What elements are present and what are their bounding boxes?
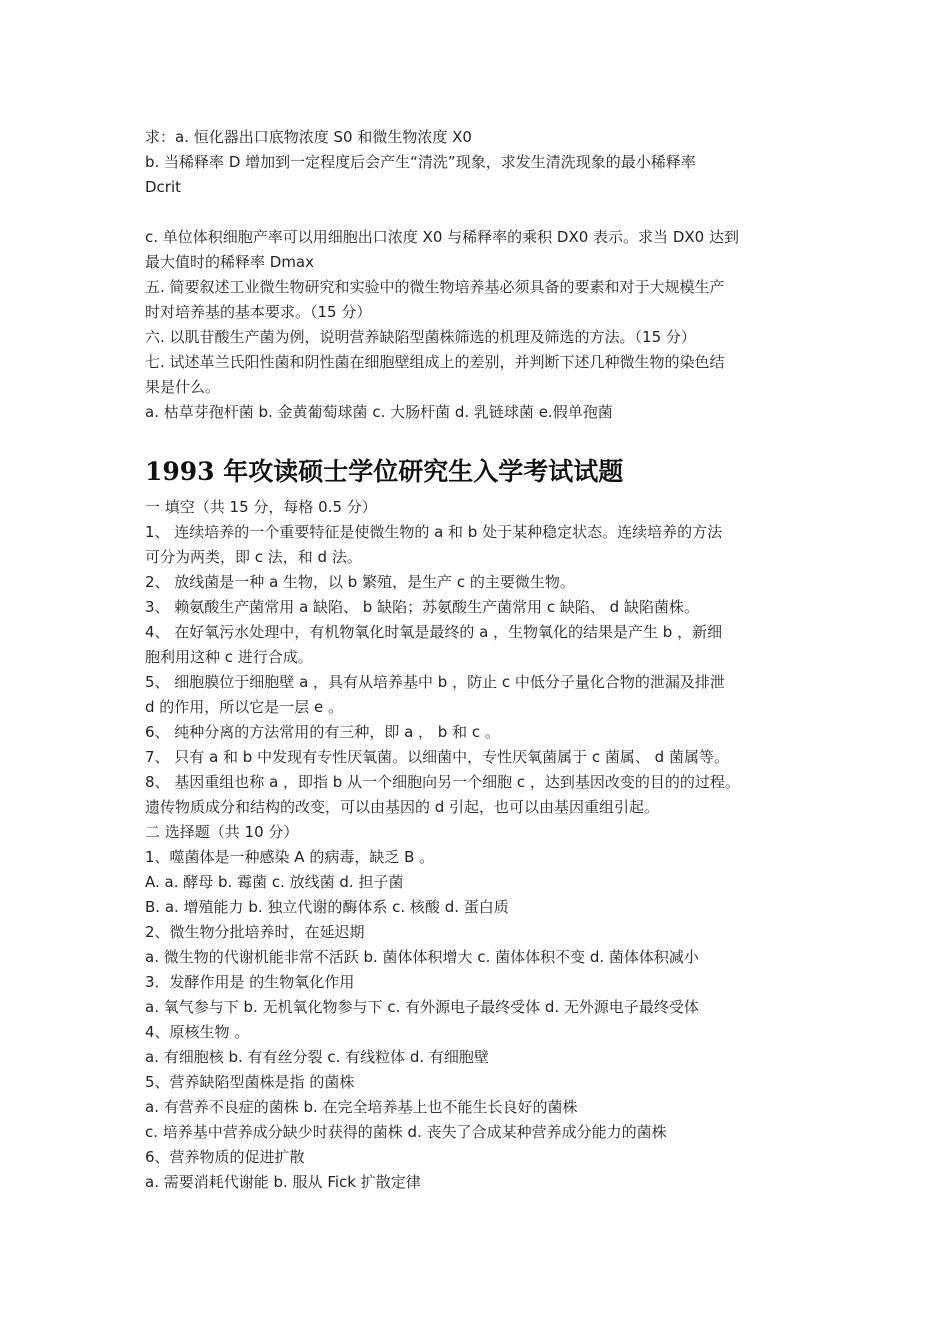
option-line: a. 有营养不良症的菌株 b. 在完全培养基上也不能生长良好的菌株: [145, 1098, 578, 1116]
question-line: 1、 连续培养的一个重要特征是使微生物的 a 和 b 处于某种稳定状态。连续培养的方法: [145, 523, 723, 541]
text-line: c. 单位体积细胞产率可以用细胞出口浓度 X0 与稀释率的乘积 DX0 表示。求当 DX0 达到: [145, 228, 739, 246]
text-line: 五. 简要叙述工业微生物研究和实验中的微生物培养基必须具备的要素和对于大规模生产: [145, 278, 725, 296]
section-heading: 二 选择题（共 10 分）: [145, 823, 299, 841]
exam-questions-section: [145, 495, 825, 1195]
question-line: 8、 基因重组也称 a ，即指 b 从一个细胞向另一个细胞 c ，达到基因改变的目的的过程。: [145, 773, 740, 791]
option-line: a. 需要消耗代谢能 b. 服从 Fick 扩散定律: [145, 1173, 421, 1191]
blank-line: [145, 200, 825, 225]
option-line: a. 氧气参与下 b. 无机氧化物参与下 c. 有外源电子最终受体 d. 无外源电子最终受体: [145, 998, 699, 1016]
option-line: a. 微生物的代谢机能非常不活跃 b. 菌体体积增大 c. 菌体体积不变 d. 菌体体积减小: [145, 948, 699, 966]
text-line: a. 枯草芽孢杆菌 b. 金黄葡萄球菌 c. 大肠杆菌 d. 乳链球菌 e.假单孢菌: [145, 403, 613, 421]
question-line: 4、原核生物 。: [145, 1023, 250, 1041]
text-line: 六. 以肌苷酸生产菌为例，说明营养缺陷型菌株筛选的机理及筛选的方法。（15 分）: [145, 328, 696, 346]
question-line: 1、噬菌体是一种感染 A 的病毒，缺乏 B 。: [145, 848, 435, 866]
question-line: d 的作用，所以它是一层 e 。: [145, 698, 344, 716]
text-line: b. 当稀释率 D 增加到一定程度后会产生“清洗”现象，求发生清洗现象的最小稀释率: [145, 153, 696, 171]
question-line: 遗传物质成分和结构的改变，可以由基因的 d 引起，也可以由基因重组引起。: [145, 798, 660, 816]
exam-title-heading: 1993 年攻读硕士学位研究生入学考试试题: [145, 457, 624, 486]
question-line: 胞利用这种 c 进行合成。: [145, 648, 313, 666]
text-line: Dcrit: [145, 178, 182, 196]
question-line: 3．发酵作用是 的生物氧化作用: [145, 973, 355, 991]
question-line: 可分为两类，即 c 法，和 d 法。: [145, 548, 362, 566]
question-line: 5、 细胞膜位于细胞壁 a ，具有从培养基中 b ，防止 c 中低分子量化合物的泄漏及排泄: [145, 673, 725, 691]
option-line: B. a. 增殖能力 b. 独立代谢的酶体系 c. 核酸 d. 蛋白质: [145, 898, 509, 916]
question-line: 6、营养物质的促进扩散: [145, 1148, 305, 1166]
question-line: 6、 纯种分离的方法常用的有三种，即 a ， b 和 c 。: [145, 723, 500, 741]
text-line: 最大值时的稀释率 Dmax: [145, 253, 314, 271]
option-line: a. 有细胞核 b. 有有丝分裂 c. 有线粒体 d. 有细胞壁: [145, 1048, 489, 1066]
question-line: 4、 在好氧污水处理中，有机物氧化时氧是最终的 a ，生物氧化的结果是产生 b ，新细: [145, 623, 723, 641]
text-line: 七. 试述革兰氏阳性菌和阴性菌在细胞壁组成上的差别，并判断下述几种微生物的染色结: [145, 353, 725, 371]
question-line: 2、 放线菌是一种 a 生物，以 b 繁殖，是生产 c 的主要微生物。: [145, 573, 575, 591]
question-line: 5、营养缺陷型菌株是指 的菌株: [145, 1073, 355, 1091]
continuation-section: [145, 125, 825, 425]
text-line: 果是什么。: [145, 378, 221, 396]
text-line: 求：a. 恒化器出口底物浓度 S0 和微生物浓度 X0: [145, 128, 472, 146]
question-line: 2、微生物分批培养时，在延迟期: [145, 923, 365, 941]
option-line: c. 培养基中营养成分缺少时获得的菌株 d. 丧失了合成某种营养成分能力的菌株: [145, 1123, 667, 1141]
question-line: 3、 赖氨酸生产菌常用 a 缺陷、 b 缺陷；苏氨酸生产菌常用 c 缺陷、 d 缺陷菌株。: [145, 598, 699, 616]
text-line: 时对培养基的基本要求。（15 分）: [145, 303, 372, 321]
question-line: 7、 只有 a 和 b 中发现有专性厌氧菌。以细菌中，专性厌氧菌属于 c 菌属、 d 菌属等。: [145, 748, 729, 766]
section-heading: 一 填空（共 15 分，每格 0.5 分）: [145, 498, 377, 516]
option-line: A. a. 酵母 b. 霉菌 c. 放线菌 d. 担子菌: [145, 873, 404, 891]
